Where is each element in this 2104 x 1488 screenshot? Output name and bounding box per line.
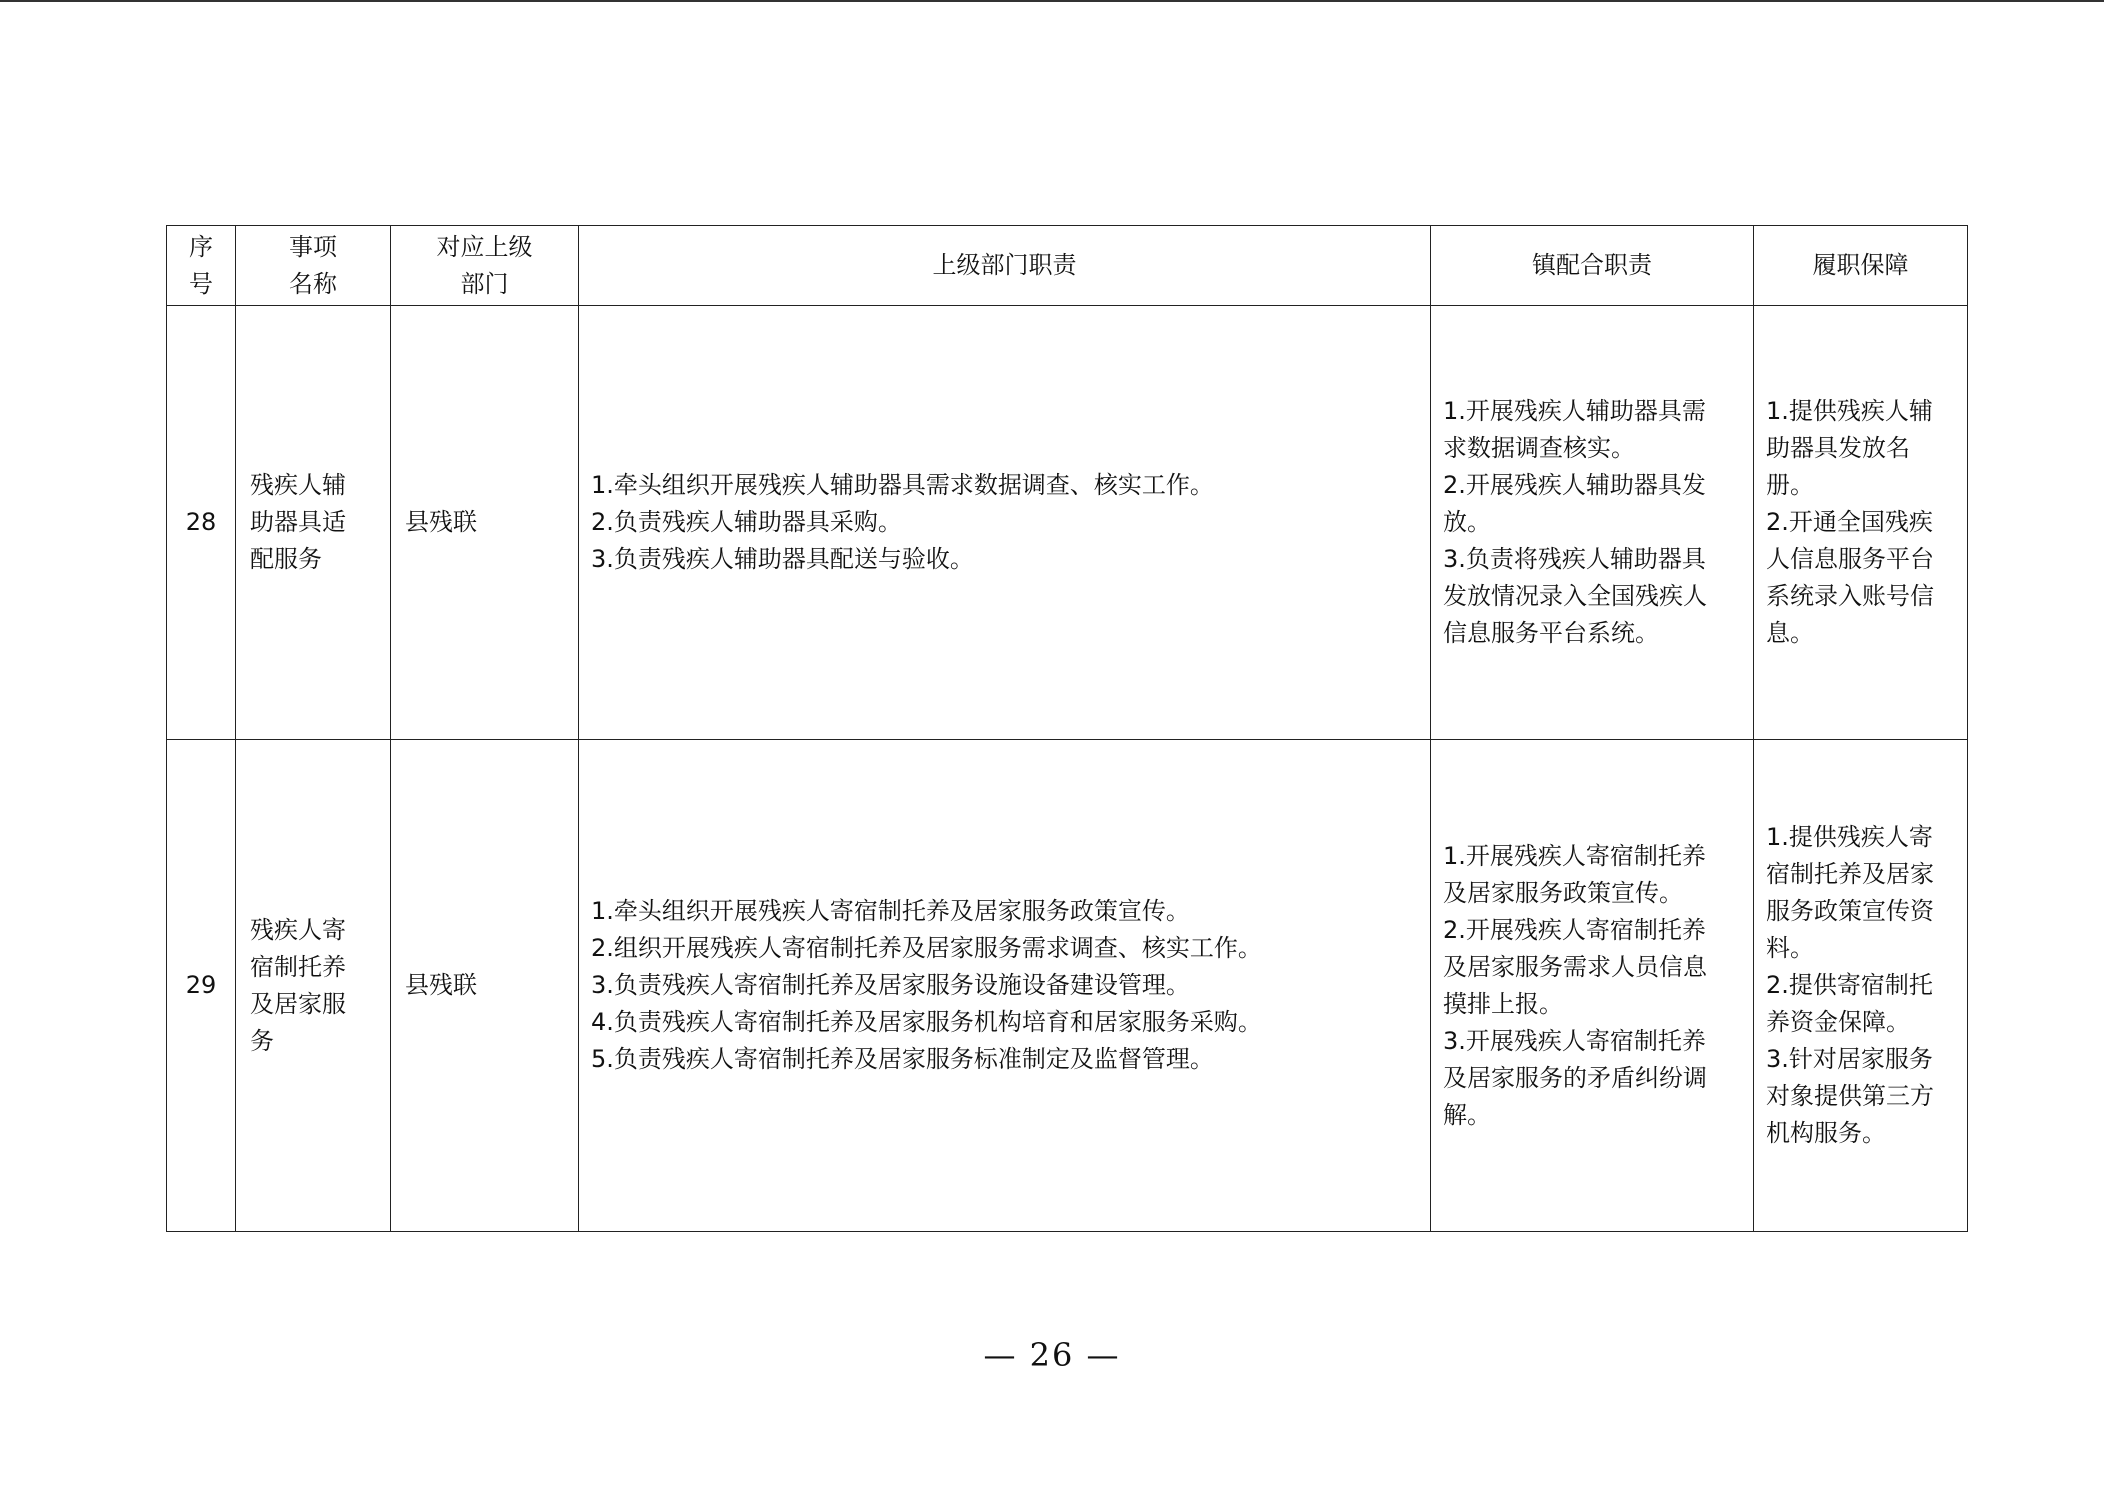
upper-duty-line: 3.负责残疾人辅助器具配送与验收。 [591,545,974,573]
town-duty-line: 1.开展残疾人寄宿制托养 [1443,841,1706,870]
duty-table [166,225,1968,1232]
guarantee-line: 系统录入账号信 [1766,582,1934,610]
guarantee-line: 服务政策宣传资 [1766,897,1934,925]
guarantee-cell [1754,306,1968,740]
guarantee-line: 机构服务。 [1766,1119,1886,1147]
top-border-line [0,0,2104,2]
town-duty-line: 求数据调查核实。 [1443,434,1635,462]
town-duty-cell [1431,740,1754,1232]
guarantee-line: 册。 [1766,471,1814,499]
guarantee-line: 对象提供第三方 [1766,1082,1934,1110]
item-name-line: 务 [250,1026,274,1055]
town-duty-line: 3.开展残疾人寄宿制托养 [1443,1026,1706,1055]
header-item-name [236,226,391,306]
header-no-line: 序 [189,232,213,261]
upper-duty-line: 2.组织开展残疾人寄宿制托养及居家服务需求调查、核实工作。 [591,934,1262,962]
item-name-line: 配服务 [250,545,322,573]
item-name-cell [236,306,391,740]
guarantee-line: 1.提供残疾人寄 [1766,823,1933,851]
upper-dept-cell: 县残联 [391,306,579,740]
item-name-cell [236,740,391,1232]
row-number: 28 [167,306,236,740]
header-upper-dept-line: 对应上级 [436,232,533,261]
header-no-line: 号 [189,269,213,298]
upper-dept-cell: 县残联 [391,740,579,1232]
header-item-name-line: 事项 [289,232,337,261]
guarantee-cell [1754,740,1968,1232]
guarantee-line: 人信息服务平台 [1766,545,1934,573]
upper-duty-cell [579,740,1431,1232]
guarantee-line: 1.提供残疾人辅 [1766,397,1933,425]
row-number: 29 [167,740,236,1232]
upper-duty-cell [579,306,1431,740]
header-town-duty: 镇配合职责 [1431,226,1754,306]
town-duty-line: 2.开展残疾人辅助器具发 [1443,471,1706,499]
header-item-name-line: 名称 [289,269,337,298]
town-duty-line: 解。 [1443,1100,1491,1129]
guarantee-line: 2.提供寄宿制托 [1766,971,1933,999]
upper-duty-line: 4.负责残疾人寄宿制托养及居家服务机构培育和居家服务采购。 [591,1008,1262,1036]
guarantee-line: 息。 [1766,619,1814,647]
town-duty-line: 摸排上报。 [1443,989,1563,1018]
item-name-line: 残疾人辅 [250,471,346,499]
guarantee-line: 2.开通全国残疾 [1766,508,1933,536]
table-row [167,740,1968,1232]
town-duty-cell [1431,306,1754,740]
town-duty-line: 及居家服务政策宣传。 [1443,878,1683,907]
item-name-line: 宿制托养 [250,952,346,981]
guarantee-line: 3.针对居家服务 [1766,1045,1933,1073]
header-upper-duty: 上级部门职责 [579,226,1431,306]
upper-duty-line: 1.牵头组织开展残疾人寄宿制托养及居家服务政策宣传。 [591,897,1190,925]
item-name-line: 残疾人寄 [250,915,346,944]
upper-duty-line: 3.负责残疾人寄宿制托养及居家服务设施设备建设管理。 [591,971,1190,999]
guarantee-line: 宿制托养及居家 [1766,860,1934,888]
guarantee-line: 料。 [1766,934,1814,962]
town-duty-line: 3.负责将残疾人辅助器具 [1443,545,1706,573]
town-duty-line: 发放情况录入全国残疾人 [1443,582,1707,610]
upper-duty-line: 2.负责残疾人辅助器具采购。 [591,508,902,536]
header-guarantee: 履职保障 [1754,226,1968,306]
table-row [167,306,1968,740]
page-number: — 26 — [983,1336,1121,1374]
town-duty-line: 信息服务平台系统。 [1443,619,1659,647]
guarantee-line: 养资金保障。 [1766,1008,1910,1036]
town-duty-line: 及居家服务的矛盾纠纷调 [1443,1063,1707,1092]
upper-duty-line: 1.牵头组织开展残疾人辅助器具需求数据调查、核实工作。 [591,471,1214,499]
upper-duty-line: 5.负责残疾人寄宿制托养及居家服务标准制定及监督管理。 [591,1045,1214,1073]
town-duty-line: 放。 [1443,508,1491,536]
header-no [167,226,236,306]
header-upper-dept-line: 部门 [460,269,509,298]
town-duty-line: 及居家服务需求人员信息 [1443,952,1707,981]
header-upper-dept [391,226,579,306]
item-name-line: 及居家服 [250,989,346,1018]
item-name-line: 助器具适 [250,508,346,536]
town-duty-line: 1.开展残疾人辅助器具需 [1443,397,1706,425]
guarantee-line: 助器具发放名 [1766,434,1910,462]
table-header-row [167,226,1968,306]
town-duty-line: 2.开展残疾人寄宿制托养 [1443,915,1706,944]
